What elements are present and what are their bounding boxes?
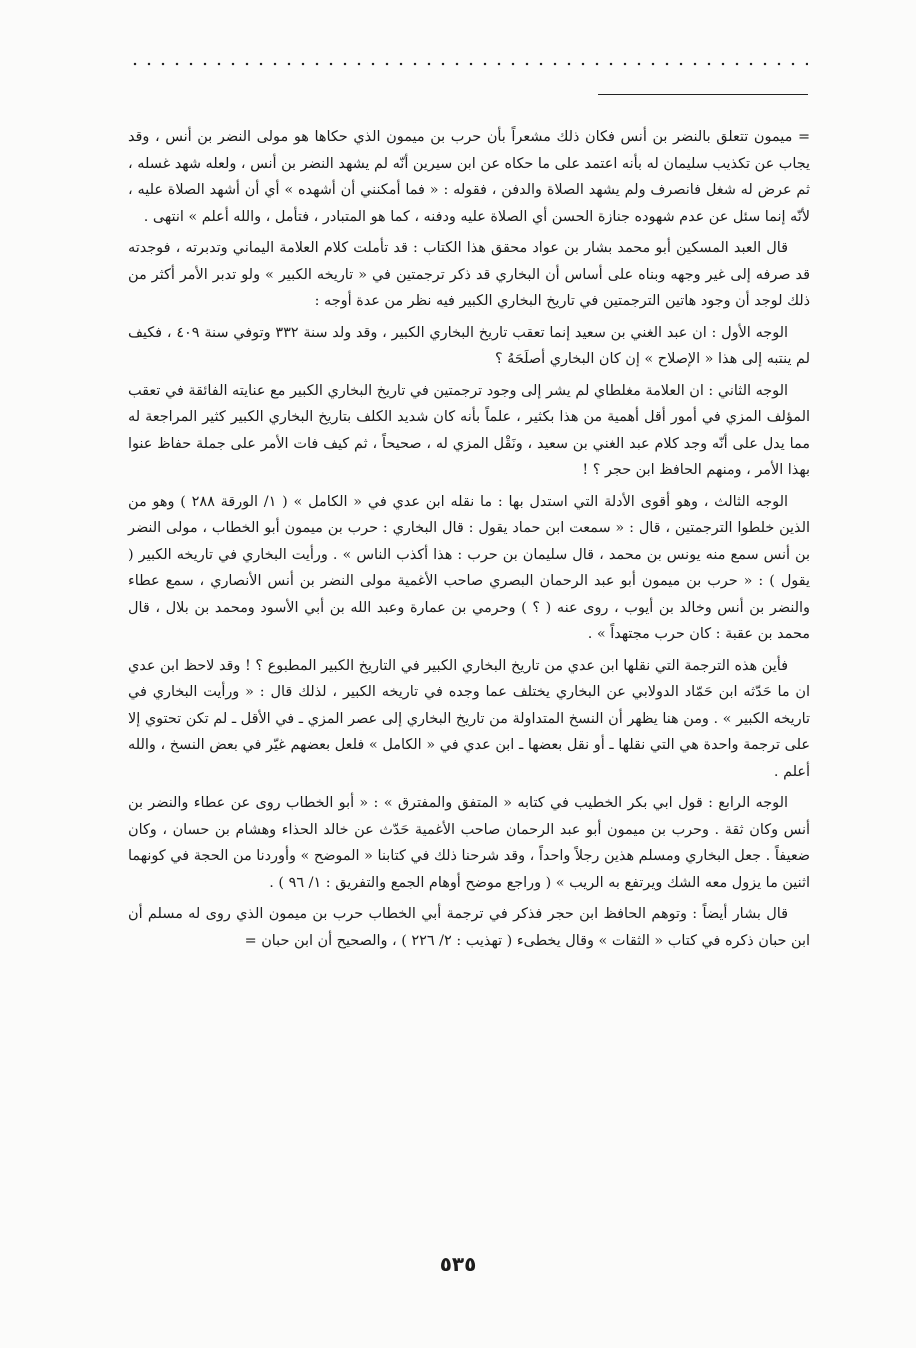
paragraph-second-aspect: الوجه الثاني : ان العلامة مغلطاي لم يشر إلى وجود ترجمتين في تاريخ البخاري الكبير مع عنايته الفائقة في تعقب المؤلف المزي في أمور أقل أهمية من هذا بكثير ، علماً بأنه كان شديد الكلف بتاريخ البخاري الكبير كثير المراجعة له مما يدل على أنّه وجد كلام عبد الغني بن سعيد ، ونَقْل المزي له ، صحيحاً ، ثم كيف فات الأمر على جملة حفاظ عنوا بهذا الأمر ، ومنهم الحافظ ابن حجر ؟ ! (128, 382, 810, 478)
dotted-header-line (128, 62, 808, 66)
paragraph-author-remark: قال العبد المسكين أبو محمد بشار بن عواد محقق هذا الكتاب : قد تأملت كلام العلامة اليماني وتدبرته ، فوجدته قد صرفه إلى غير وجهه وبناه على أساس أن البخاري قد ذكر ترجمتين في « تاريخه الكبير » ولو تدبر الأمر أكثر من ذلك لوجد أن وجود هاتين الترجمتين في تاريخ البخاري الكبير فيه نظر من عدة أوجه : (128, 240, 810, 309)
paragraph-continuation: = ميمون تتعلق بالنضر بن أنس فكان ذلك مشعراً بأن حرب بن ميمون الذي حكاها هو مولى النضر بن أنس ، وقد يجاب عن تكذيب سليمان له بأنه اعتمد على ما حكاه عن ابن سيرين أنّه لم يشهد النضر بن أنس ، ولعله شهد غسله ، ثم عرض له شغل فانصرف ولم يشهد الصلاة والدفن ، فقوله : « فما أمكنني أن أشهده » أي أن أشهد الصلاة عليه ، لأنّه إنما سئل عن عدم شهوده جنازة الحسن أي الصلاة عليه ودفنه ، كما هو المتبادر ، فتأمل ، والله أعلم » انتهى . (128, 129, 810, 225)
footnote-text (128, 124, 810, 959)
paragraph-third-aspect: الوجه الثالث ، وهو أقوى الأدلة التي استدل بها : ما نقله ابن عدي في « الكامل » ( ١/ الورقة ٢٨٨ ) وهو من الذين خلطوا الترجمتين ، قال : « سمعت ابن حماد يقول : قال البخاري : حرب بن ميمون أبو الخطاب ، مولى النضر بن أنس سمع منه يونس بن محمد ، قال سليمان بن حرب : هذا أكذب الناس » . ورأيت البخاري في تاريخه الكبير ( يقول ) : « حرب بن ميمون أبو عبد الرحمان البصري صاحب الأغمية مولى النضر بن أنس الأنصاري ، سمع عطاء والنضر بن أنس وخالد بن أيوب ، روى عنه ( ؟ ) وحرمي بن عمارة وعبد الله بن أبي الأسود ومحمد بن بلال ، قال محمد بن عقبة : كان حرب مجتهداً » . (128, 493, 810, 642)
page-number: ٥٣٥ (439, 1252, 477, 1276)
paragraph-question: فأين هذه الترجمة التي نقلها ابن عدي من تاريخ البخاري الكبير في التاريخ الكبير المطبوع ؟ ! وقد لاحظ ابن عدي ان ما حَدّثه ابن حَمّاد الدولابي عن البخاري يختلف عما وجده في تاريخه الكبير ، لذلك قال : « ورأيت البخاري في تاريخه الكبير » . ومن هنا يظهر أن النسخ المتداولة من تاريخ البخاري إلى عصر المزي ـ في الأقل ـ لم تكن تحتوي إلا على ترجمة واحدة هي التي نقلها ـ أو نقل بعضها ـ ابن عدي في « الكامل » فلعل بعضهم غيّر في بعض النسخ ، والله أعلم . (128, 657, 810, 780)
paragraph-fourth-aspect: الوجه الرابع : قول ابي بكر الخطيب في كتابه « المتفق والمفترق » : « أبو الخطاب روى عن عطاء والنضر بن أنس وكان ثقة . وحرب بن ميمون أبو عبد الرحمان صاحب الأغمية حَدّث عن خالد الحذاء وهشام بن حسان ، وكان ضعيفاً . جعل البخاري ومسلم هذين رجلاً واحداً ، وقد شرحنا ذلك في كتابنا « الموضح » وأوردنا من الحجة في كونهما اثنين ما يزول معه الشك ويرتفع به الريب » ( وراجع موضح أوهام الجمع والتفريق : ١/ ٩٦ ) . (128, 795, 810, 891)
footnote-rule (598, 94, 808, 95)
paragraph-closing: قال بشار أيضاً : وتوهم الحافظ ابن حجر فذكر في ترجمة أبي الخطاب حرب بن ميمون الذي روى له مسلم أن ابن حبان ذكره في كتاب « الثقات » وقال يخطىء ( تهذيب : ٢/ ٢٢٦ ) ، والصحيح أن ابن حبان = (128, 906, 810, 949)
paragraph-first-aspect: الوجه الأول : ان عبد الغني بن سعيد إنما تعقب تاريخ البخاري الكبير ، وقد ولد سنة ٣٣٢ وتوفي سنة ٤٠٩ ، فكيف لم ينتبه إلى هذا « الإصلاح » إن كان البخاري أصلَحَهُ ؟ (128, 324, 810, 367)
